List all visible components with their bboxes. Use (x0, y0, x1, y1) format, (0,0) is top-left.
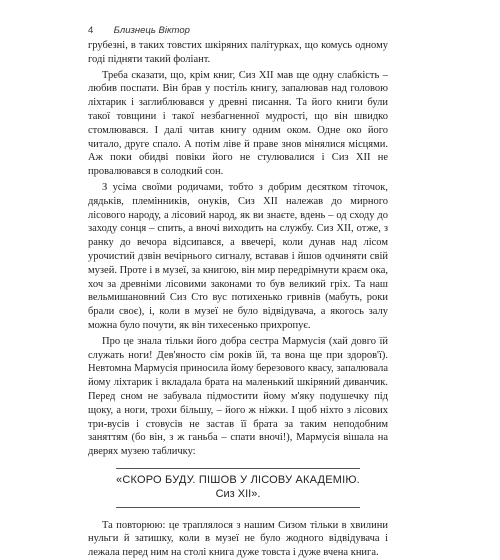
sign-bottom-rule (116, 507, 360, 508)
running-title: Близнець Віктор (113, 25, 190, 36)
paragraph-2: Треба сказати, що, крім книг, Сиз XII мав ще одну слабкість – любив поспати. Він брав у постіль книгу, запалював над головою ліхтарик і заглиблювався у древні писання. Та його книги були такої товщини і такої незбагненної мудрості, що він швидко стомлювався. І далі читав книгу одним оком. Одне око його читало, друге спало. А потім ліве й праве знов мінялися місцями. Аж поки обидві повіки його не стулювалися і Сиз XII не провалювався в солодкий сон. (88, 69, 388, 178)
page-number: 4 (88, 25, 94, 36)
paragraph-4: Про це знала тільки його добра сестра Мармусія (хай довго їй служать ноги! Дев'яносто сім років їй, та вона ще при здоров'ї). Невтомна Мармусія приносила йому березового квасу, запалювала йому ліхтарик і вкладала брата на маленький шкіряний диванчик. Перед сном не забувала підмостити йому м'яку подушечку під щоку, а ноги, трохи більшу, – його ж ніжки. І щоб ніхто з лісових три-вусів і стовусів не застав її брата за таким неподобним заняттям (бо він, з ж ганьба – спати вночі!), Мармусія вішала на дверях музею табличку: (88, 335, 388, 458)
museum-sign (88, 468, 388, 508)
paragraph-1: грубезні, в таких товстих шкіряних палітурках, що комусь одному годі підняти такий фоліант. (88, 40, 388, 65)
sign-text-line1: «СКОРО БУДУ. ПІШОВ У ЛІСОВУ АКАДЕМІЮ. (116, 473, 360, 486)
body-text (88, 39, 388, 560)
sign-text-line2: Сиз XII». (215, 487, 261, 500)
page-header (88, 25, 190, 36)
paragraph-3: З усіма своїми родичами, тобто з добрим десятком тіточок, дядьків, племінників, онуків, Сиз XII належав до мирного лісового народу, а лісовий народ, як ви знаєте, вдень – од сходу до заходу сонця – спить, а вночі виходить на службу. Сиз XII, отже, з ранку до вечора відсипався, а ввечері, коли дунав над лісом урочистий дзвін вечірнього сигналу, вставав і йшов одчиняти свій музей. Проте і в музеї, за книгою, він мир передрімнути краєм ока, хоч за древніми лісовими законами то був великий гріх. Та наш вельмишановний Сиз Сто вус потихенько гривнів (мабуть, роки брали своє), і, коли в музеї не було відвідувача, а якогось залу можна було почути, як він тихесенько прихропує. (88, 181, 388, 331)
sign-top-rule (116, 468, 360, 469)
paragraph-5: Та повторюю: це траплялося з нашим Сизом тільки в хвилини нульги й затишку, коли в музеї не було жодного відвідувача і лежала перед ним на столі книга дуже товста і дуже вчена книга. (88, 519, 388, 559)
